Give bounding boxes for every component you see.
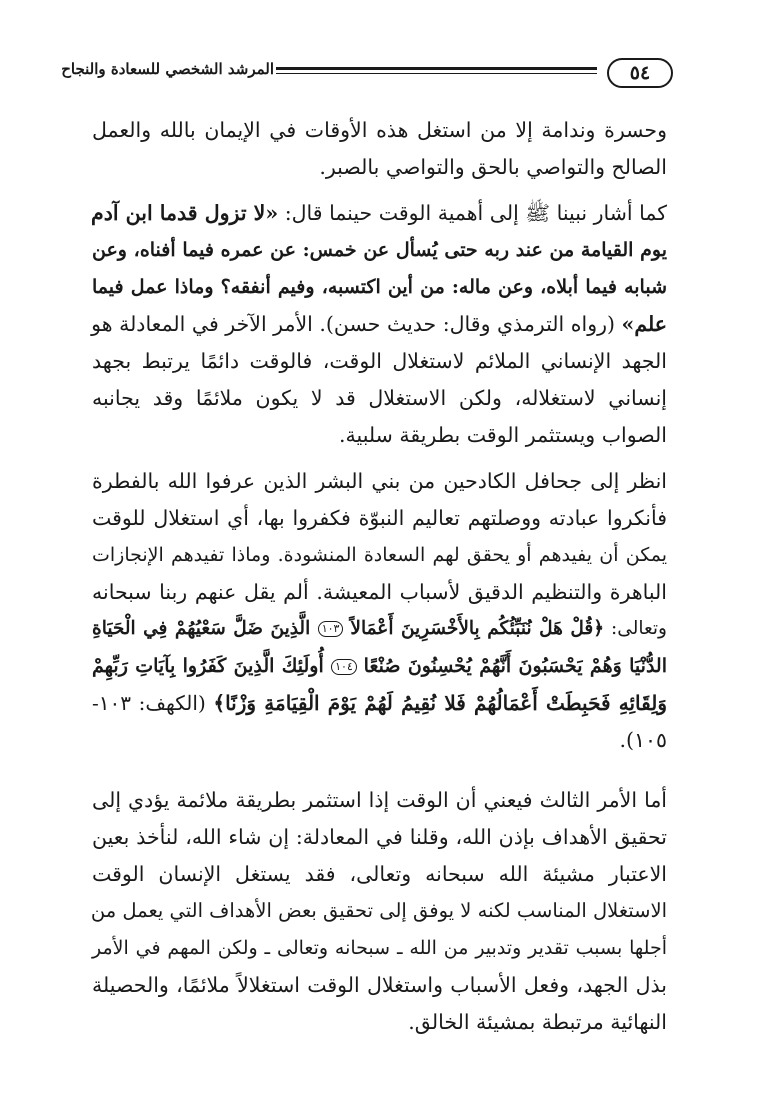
hadith-line: شبابه فيما أبلاه، وعن ماله: من أين اكتسبه، وفيم أنفقه؟ وماذا عمل فيما: [92, 276, 667, 298]
text-line: الباهرة والتنظيم الدقيق لأسباب المعيشة. ألم يقل عنهم ربنا سبحانه: [92, 580, 667, 604]
quran-verse: الدُّنْيَا وَهُمْ يَحْسَبُونَ أَنَّهُمْ يُحْسِنُونَ صُنْعًا: [363, 655, 667, 677]
text-line: انظر إلى جحافل الكادحين من بني البشر الذين عرفوا الله بالفطرة: [92, 469, 667, 493]
text-line: الصالح والتواصي بالحق والتواصي بالصبر.: [319, 155, 667, 179]
text-span: وتعالى:: [604, 618, 667, 639]
text-line: أما الأمر الثالث فيعني أن الوقت إذا استثمر بطريقة ملائمة يؤدي إلى: [92, 788, 667, 812]
verse-number-mark: ١٠٤: [331, 659, 357, 675]
text-line: [92, 196, 667, 230]
text-line: يمكن أن يفيدهم أو يحقق لهم السعادة المنشودة. وماذا تفيدهم الإنجازات: [92, 544, 667, 566]
text-line: وحسرة وندامة إلا من استغل هذه الأوقات في الإيمان بالله والعمل: [92, 118, 667, 142]
text-line: [92, 686, 667, 720]
text-line: تحقيق الأهداف بإذن الله، وقلنا في المعادلة: إن شاء الله، لنأخذ بعين: [92, 825, 667, 849]
text-span: كما أشار نبينا ﷺ إلى أهمية الوقت حينما قال:: [278, 201, 667, 225]
text-span: (الكهف: ١٠٣-: [92, 691, 214, 715]
quran-verse: أُولَئِكَ الَّذِينَ كَفَرُوا بِآيَاتِ رَبِّهِمْ: [92, 655, 332, 677]
text-line: ١٠٥).: [619, 728, 667, 752]
text-line: بذل الجهد، وفعل الأسباب واستغلال الوقت استغلالاً ملائمًا، والحصيلة: [92, 973, 667, 997]
book-title: المرشد الشخصي للسعادة والنجاح: [61, 60, 274, 78]
text-line: النهائية مرتبطة بمشيئة الخالق.: [408, 1010, 667, 1034]
verse-number-mark: ١٠٣: [318, 621, 344, 637]
page-number: ٥٤: [607, 58, 673, 88]
quran-verse: الَّذِينَ ضَلَّ سَعْيُهُمْ فِي الْحَيَاةِ: [92, 618, 318, 639]
text-line: الجهد الإنساني الملائم لاستغلال الوقت، فالوقت دائمًا يرتبط بجهد: [92, 349, 667, 373]
text-line: الاستغلال المناسب لكنه لا يوفق إلى تحقيق بعض الأهداف التي يعمل من: [90, 899, 667, 922]
quran-verse: وَلِقَائِهِ فَحَبِطَتْ أَعْمَالُهُمْ فَلا نُقِيمُ لَهُمْ يَوْمَ الْقِيَامَةِ وَزْنًا﴾: [213, 691, 668, 715]
text-line: إنساني لاستغلاله، ولكن الاستغلال قد لا يكون ملائمًا وقد يجانبه: [92, 386, 667, 410]
hadith-text: «لا تزول قدما ابن آدم: [91, 201, 279, 225]
text-line: أجلها بسبب تقدير وتدبير من الله ـ سبحانه وتعالى ـ ولكن المهم في الأمر: [92, 937, 667, 959]
header-rule-thick: [276, 67, 597, 70]
text-line: الاعتبار مشيئة الله سبحانه وتعالى، فقد يستغل الإنسان الوقت: [92, 862, 667, 886]
text-line: فأنكروا عبادته ووصلتهم تعاليم النبوّة فكفروا بها، أي استغلال للوقت: [92, 506, 667, 530]
hadith-text: علم»: [621, 312, 667, 336]
quran-verse: ﴿قُلْ هَلْ نُنَبِّئُكُم بِالأَخْسَرِينَ أَعْمَالاً: [350, 618, 605, 639]
text-line: [92, 307, 667, 341]
text-line: [92, 612, 667, 646]
text-line: [92, 649, 667, 683]
running-header: [61, 58, 673, 94]
hadith-line: يوم القيامة من عند ربه حتى يُسأل عن خمس: عن عمره فيما أفناه، وعن: [92, 239, 667, 261]
header-rule-thin: [276, 73, 597, 74]
text-span: (رواه الترمذي وقال: حديث حسن). الأمر الآخر في المعادلة هو: [91, 312, 622, 336]
text-line: الصواب ويستثمر الوقت بطريقة سلبية.: [339, 423, 667, 447]
